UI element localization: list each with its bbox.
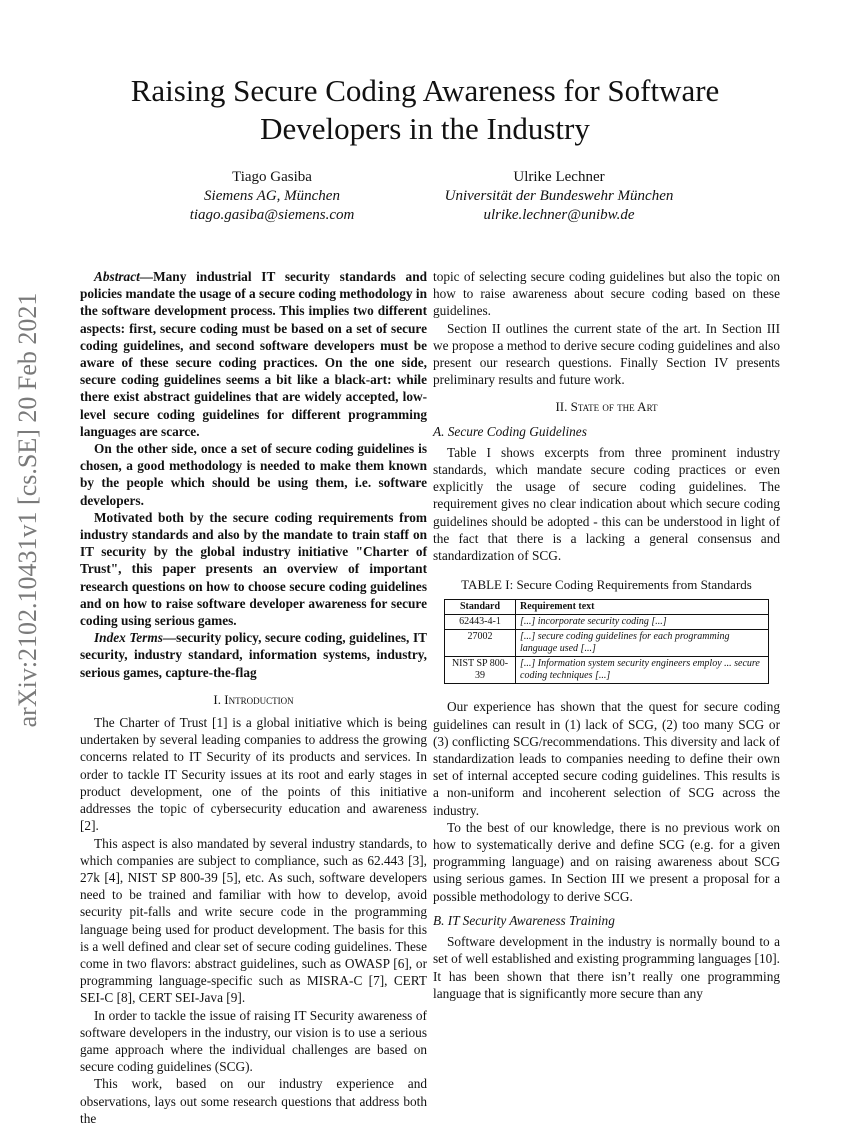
author-affiliation: Universität der Bundeswehr München [444,188,674,204]
table-caption: TABLE I: Secure Coding Requirements from Standards [461,577,752,593]
subsection-heading: B. IT Security Awareness Training [433,912,615,928]
author-affiliation: Siemens AG, München [204,188,340,204]
table-cell: 27002 [445,630,516,657]
table-row [445,657,769,684]
table-cell: 62443-4-1 [445,615,516,630]
table-header-cell: Requirement text [516,600,769,615]
arxiv-sidebar [4,270,52,750]
abstract-paragraph [80,268,427,440]
requirements-table [444,599,769,684]
subsection-heading: A. Secure Coding Guidelines [433,423,587,439]
author-name: Tiago Gasiba [232,169,312,185]
right-column [433,268,780,1002]
section-heading-state-of-the-art: II. State of the Art [555,399,658,415]
body-paragraph: To the best of our knowledge, there is no previous work on how to systematically derive and define SCG (e.g. for a given programming language) and on raising awareness about SCG using serious games. In Section III we present a proposal for a possible methodology to derive SCG. [433,819,780,904]
author-name: Ulrike Lechner [513,169,605,185]
body-paragraph: This aspect is also mandated by several industry standards, to which companies are subject to compliance, such as 62.443 [3], 27k [4], NIST SP 800-39 [5], etc. As such, software developers need to be trained and familiar with how to develop, avoid security pit-falls and write secure code in the programming language being used for product development. The basis for this is a well defined and clear set of secure coding guidelines. These come in two flavors: abstract guidelines, such as OWASP [6], or programming language-specific such as MISRA-C [7], CERT SEI-C [8], CERT SEI-Java [9]. [80,835,427,1006]
body-paragraph: This work, based on our industry experience and observations, lays out some research questions that address both the [80,1076,427,1126]
author-block-2 [409,168,709,225]
paper-title: Raising Secure Coding Awareness for Software Developers in the Industry [130,73,720,146]
table-header-row [445,600,769,615]
abstract-label: Abstract— [94,269,154,284]
table-cell: [...] incorporate security coding [...] [516,615,769,630]
author-email: tiago.gasiba@siemens.com [189,207,355,223]
body-paragraph: Software development in the industry is normally bound to a set of well established and existing programming languages [10]. It has been shown that there isn’t really one programming language that is significantly more secure than any [433,934,780,1001]
body-paragraph: The Charter of Trust [1] is a global initiative which is being undertaken by several leading companies to address the growing concerns related to IT Security of its products and services. In order to tackle IT Security issues at its root and early stages in product development, one of the points of this initiative addresses the topic of cybersecurity education and awareness [2]. [80,715,427,834]
arxiv-identifier: arXiv:2102.10431v1 [cs.SE] 20 Feb 2021 [13,292,42,728]
author-block-1 [122,168,422,225]
table-row [445,615,769,630]
abstract-text: Many industrial IT security standards and policies mandate the usage of a secure coding methodology in the software development process. This implies two different aspects: first, secure coding must be based on a set of secure coding guidelines, and second software developers must be aware of these secure coding practices. On the one side, secure coding guidelines seems a bit like a black-art: while there exist abstract guidelines that are widely accepted, low-level secure coding guidelines for different programming languages are scarce. [80,269,427,439]
left-column [80,268,427,1127]
author-email: ulrike.lechner@unibw.de [483,207,635,223]
table-row [445,630,769,657]
index-terms-label: Index Terms [94,630,163,646]
table-cell: [...] Information system security engineers employ ... secure coding techniques [...] [516,657,769,684]
body-paragraph: topic of selecting secure coding guidelines but also the topic on how to raise awareness about secure coding based on these guidelines. [433,269,780,319]
table-cell: NIST SP 800-39 [445,657,516,684]
body-paragraph: Table I shows excerpts from three prominent industry standards, which mandate secure coding practices or even explicitly the usage of secure coding guidelines. The requirement gives no clear indication about which secure coding guidelines should be adopted - this can be understood in light of the fact that there is a lacking a general consensus and standardization of SCG. [433,444,780,564]
table-header-cell: Standard [445,600,516,615]
table-cell: [...] secure coding guidelines for each programming language used [...] [516,630,769,657]
abstract-paragraph: Motivated both by the secure coding requirements from industry standards and also by the mandate to train staff on IT security by the global industry initiative "Charter of Trust", this paper presents an overview of important research questions on how to choose secure coding guidelines and on how to raise software developer awareness for secure coding using serious games. [80,509,427,629]
body-paragraph: Section II outlines the current state of the art. In Section III we propose a method to derive secure coding guidelines and also present our research questions. Finally Section IV presents preliminary results and future work. [433,320,780,388]
body-paragraph: In order to tackle the issue of raising IT Security awareness of software developers in the industry, our vision is to use a serious game approach where the individual challenges are based on secure coding guidelines (SCG). [80,1007,427,1075]
index-terms-text: —security policy, secure coding, guidelines, IT security, industry standard, information systems, industry, serious games, capture-the-flag [80,630,427,680]
section-heading-introduction: I. Introduction [213,691,294,707]
abstract-paragraph: On the other side, once a set of secure coding guidelines is chosen, a good methodology is needed to make them known by the people which should be using them, i.e. software developers. [80,441,427,508]
index-terms [80,629,427,681]
body-paragraph: Our experience has shown that the quest for secure coding guidelines can result in (1) lack of SCG, (2) too many SCG or (3) conflicting SCG/recommendations. This diversity and lack of standardization leads to companies needing to define their own set of internal accepted secure coding guidelines. This results is a non-uniform and incoherent selection of SCG across the industry. [433,699,780,818]
